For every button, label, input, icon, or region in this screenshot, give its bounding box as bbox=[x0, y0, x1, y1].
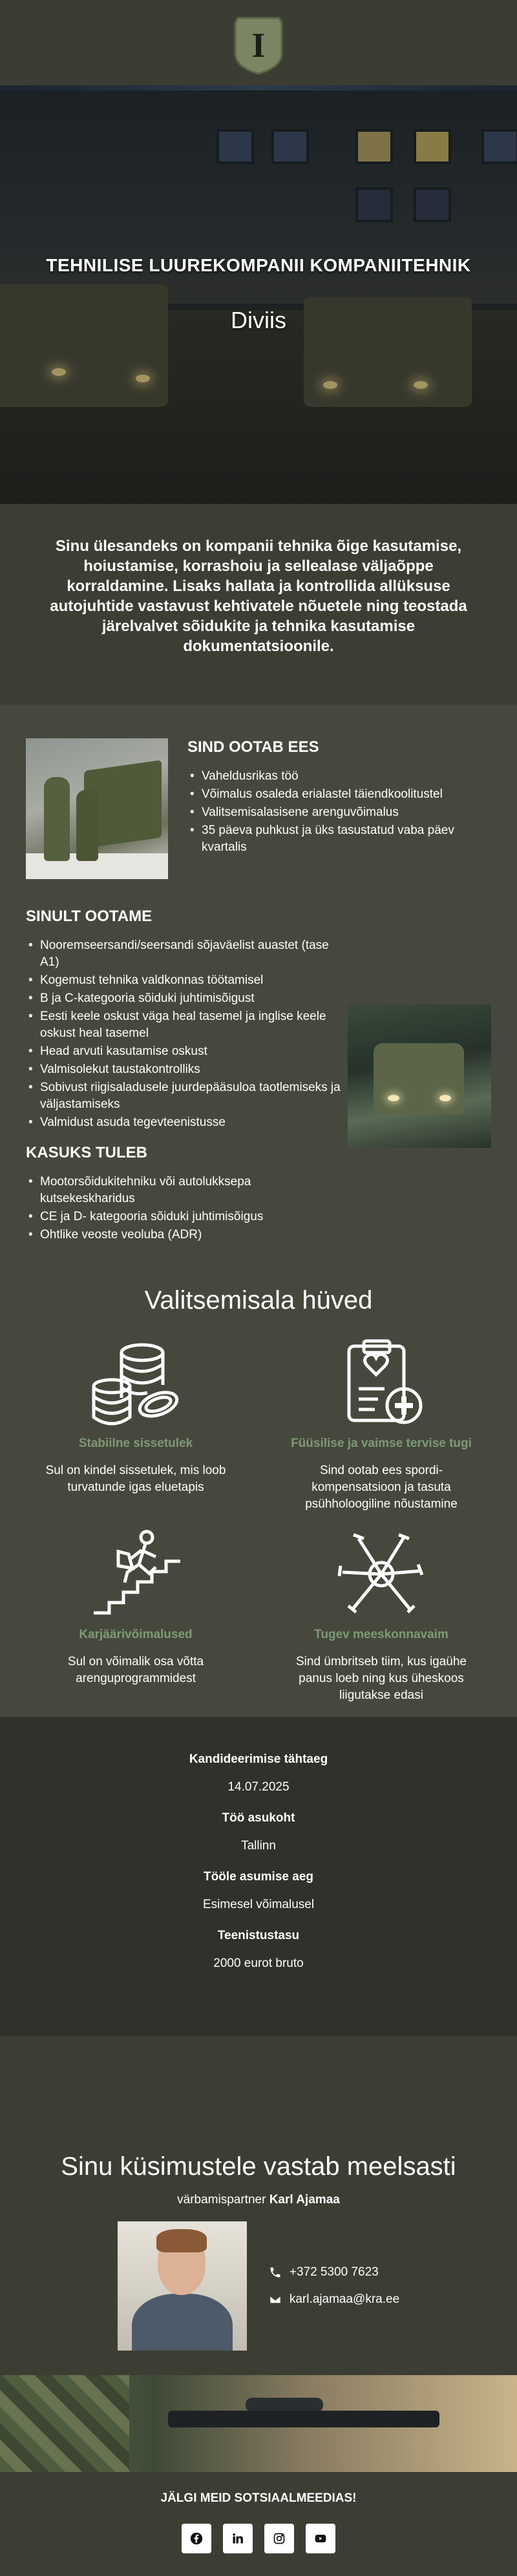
hero-banner bbox=[0, 90, 517, 504]
plus-heading: KASUKS TULEB bbox=[26, 1144, 148, 1161]
list-item: • Ohtlike veoste veoluba (ADR) bbox=[26, 1227, 349, 1243]
facebook-button[interactable] bbox=[182, 2524, 211, 2553]
benefit-text: Sul on võimalik osa võtta arenguprogrammidest bbox=[67, 1655, 204, 1685]
contact-heading: Sinu küsimustele vastab meelsasti bbox=[61, 2152, 456, 2181]
linkedin-button[interactable] bbox=[223, 2524, 253, 2553]
list-item: • Kogemust tehnika valdkonnas töötamisel bbox=[26, 972, 349, 989]
benefit-title: Stabiilne sissetulek bbox=[78, 1437, 193, 1450]
benefit-card bbox=[271, 1526, 491, 1704]
list-item: • Mootorsõidukitehniku või autolukksepa kutsekeskharidus bbox=[26, 1174, 349, 1207]
linkedin-icon bbox=[231, 2532, 244, 2545]
phone-number[interactable]: +372 5300 7623 bbox=[289, 2265, 379, 2279]
list-item: • Nooremseersandi/seersandi sõjaväelist auastet (tase A1) bbox=[26, 937, 349, 971]
offer-list bbox=[187, 768, 491, 856]
header-stripe bbox=[0, 85, 517, 90]
list-item: • B ja C-kategooria sõiduki juhtimisõigust bbox=[26, 990, 349, 1007]
offer-heading: SIND OOTAB EES bbox=[187, 738, 319, 756]
career-stairs-icon bbox=[87, 1526, 184, 1623]
list-item: • Sobivust riigisaladusele juurdepääsuloa taotlemiseks ja väljastamiseks bbox=[26, 1079, 349, 1113]
youtube-icon bbox=[314, 2532, 327, 2545]
partner-prefix: värbamispartner bbox=[177, 2193, 266, 2207]
email-address[interactable]: karl.ajamaa@kra.ee bbox=[289, 2292, 400, 2306]
benefit-card bbox=[271, 1335, 491, 1513]
start-label: Tööle asumise aeg bbox=[203, 1870, 313, 1884]
list-item: • Vaheldusrikas töö bbox=[187, 768, 491, 785]
soldiers-with-truck-photo bbox=[26, 738, 168, 879]
benefit-title: Karjäärivõimalused bbox=[79, 1628, 193, 1641]
top-header bbox=[0, 0, 517, 90]
benefit-card bbox=[26, 1335, 246, 1513]
recruiter-photo bbox=[118, 2221, 247, 2351]
coins-icon bbox=[87, 1335, 184, 1431]
expect-list bbox=[26, 937, 349, 1131]
location-label: Töö asukoht bbox=[222, 1811, 295, 1825]
phone-icon bbox=[269, 2266, 282, 2279]
instagram-icon bbox=[273, 2532, 286, 2545]
list-item: • Head arvuti kasutamise oskust bbox=[26, 1043, 349, 1060]
benefit-text: Sul on kindel sissetulek, mis loob turvatunde igas eluetapis bbox=[45, 1464, 226, 1494]
recruiter-line bbox=[26, 2193, 491, 2207]
deadline-label: Kandideerimise tähtaeg bbox=[189, 1752, 328, 1766]
job-info-block bbox=[0, 1717, 517, 2036]
list-item: • Võimalus osaleda erialastel täiendkoolitustel bbox=[187, 786, 491, 803]
list-item: • Valmidust asuda tegevteenistusse bbox=[26, 1114, 349, 1131]
benefits-section bbox=[0, 1263, 517, 1717]
instagram-button[interactable] bbox=[264, 2524, 294, 2553]
benefit-card bbox=[26, 1526, 246, 1704]
social-heading: JÄLGI MEID SOTSIAALMEEDIAS! bbox=[160, 2491, 357, 2505]
benefit-text: Sind ümbritseb tiim, kus igaühe panus loeb ning kus üheskoos liigutakse edasi bbox=[295, 1655, 467, 1702]
benefit-title: Füüsilise ja vaimse tervise tugi bbox=[291, 1437, 472, 1450]
contact-section bbox=[0, 2036, 517, 2375]
plus-list bbox=[26, 1174, 349, 1243]
youtube-button[interactable] bbox=[306, 2524, 335, 2553]
benefit-text: Sind ootab ees spordi- kompensatsioon ja tasuta psühholoogiline nõustamine bbox=[305, 1464, 458, 1511]
salary-label: Teenistustasu bbox=[217, 1929, 300, 1942]
start-value: Esimesel võimalusel bbox=[202, 1898, 315, 1911]
list-item: • CE ja D- kategooria sõiduki juhtimisõigus bbox=[26, 1209, 349, 1225]
list-item: • Valmisolekut taustakontrolliks bbox=[26, 1061, 349, 1078]
hero-title: TEHNILISE LUUREKOMPANII KOMPANIITEHNIK bbox=[46, 255, 471, 275]
benefit-title: Tugev meeskonnavaim bbox=[314, 1628, 448, 1641]
list-item: • Valitsemisalasisene arenguvõimalus bbox=[187, 804, 491, 821]
benefits-heading: Valitsemisala hüved bbox=[144, 1286, 373, 1314]
armored-vehicle-photo bbox=[348, 1004, 491, 1148]
medical-clipboard-icon bbox=[333, 1335, 430, 1431]
deadline-value: 14.07.2025 bbox=[227, 1780, 290, 1794]
social-section bbox=[0, 2472, 517, 2576]
logo-letter: I bbox=[251, 26, 266, 65]
list-item: • 35 päeva puhkust ja üks tasustatud vaba päev kvartalis bbox=[187, 822, 491, 856]
job-details-section bbox=[0, 705, 517, 1263]
expect-heading: SINULT OOTAME bbox=[26, 908, 153, 925]
email-link[interactable] bbox=[269, 2292, 399, 2307]
sniper-footer-image bbox=[0, 2375, 517, 2472]
team-hands-icon bbox=[333, 1526, 430, 1623]
location-value: Tallinn bbox=[241, 1839, 276, 1853]
list-item: • Eesti keele oskust väga heal tasemel ja inglise keele oskust heal tasemel bbox=[26, 1008, 349, 1042]
hero-subtitle: Diviis bbox=[231, 307, 286, 333]
envelope-icon bbox=[269, 2293, 282, 2306]
facebook-icon bbox=[190, 2532, 203, 2545]
unit-logo-icon[interactable] bbox=[231, 14, 286, 76]
partner-name: Karl Ajamaa bbox=[269, 2193, 340, 2207]
salary-value: 2000 eurot bruto bbox=[213, 1957, 304, 1970]
phone-link[interactable] bbox=[269, 2265, 399, 2280]
intro-text: Sinu ülesandeks on kompanii tehnika õige kasutamise, hoiustamise, korrashoiu ja sellealase väljaõppe korraldamine. Lisaks hallata ja kontrollida allüksuse autojuhtide vastavust kehtivatele nõuetele ning teostada järelvalvet sõidukite ja tehnika kasutamise dokumentatsioonile. bbox=[50, 537, 467, 655]
